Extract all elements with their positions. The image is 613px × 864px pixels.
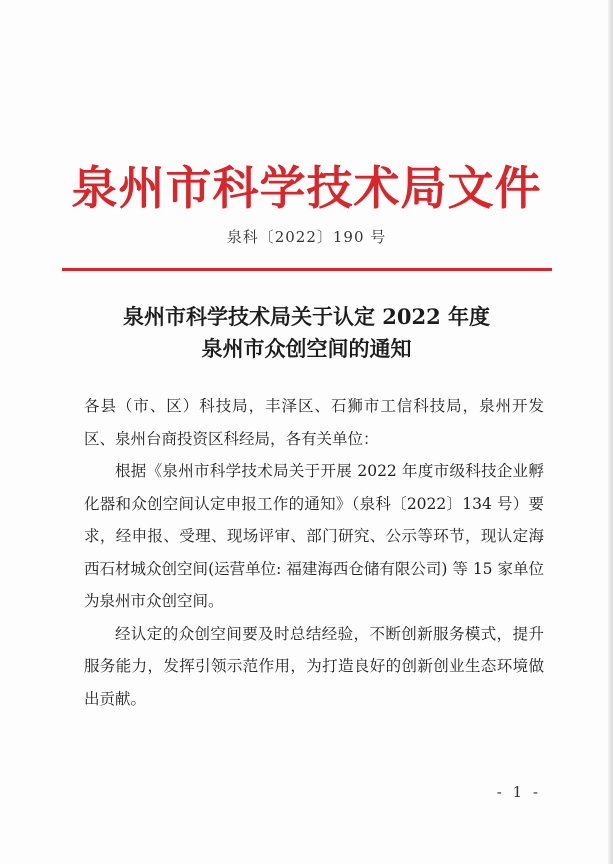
issuer-header: 泉州市科学技术局文件 — [71, 161, 542, 215]
notice-body — [84, 390, 544, 715]
document-number: 泉科〔2022〕190 号 — [226, 228, 387, 246]
page-edge-shadow — [608, 0, 613, 864]
page-number: - 1 - — [496, 783, 541, 801]
body-paragraph-1: 根据《泉州市科学技术局关于开展 2022 年度市级科技企业孵化器和众创空间认定申报工作的通知》（泉科〔2022〕134 号）要求，经申报、受理、现场评审、部门研究、公示等环节，现认定海西石材城众创空间(运营单位: 福建海西仓储有限公司) 等 15 家单位为泉州市众创空间。 — [84, 462, 544, 610]
body-paragraph-2: 经认定的众创空间要及时总结经验，不断创新服务模式，提升服务能力，发挥引领示范作用，为打造良好的创新创业生态环境做出贡献。 — [84, 624, 544, 708]
notice-title-line-1: 泉州市科学技术局关于认定 2022 年度 — [122, 304, 491, 329]
notice-title-line-2: 泉州市众创空间的通知 — [201, 336, 412, 361]
addressee: 各县（市、区）科技局，丰泽区、石狮市工信科技局，泉州开发区、泉州台商投资区科经局，各有关单位： — [84, 397, 544, 448]
red-separator-line — [62, 268, 552, 271]
